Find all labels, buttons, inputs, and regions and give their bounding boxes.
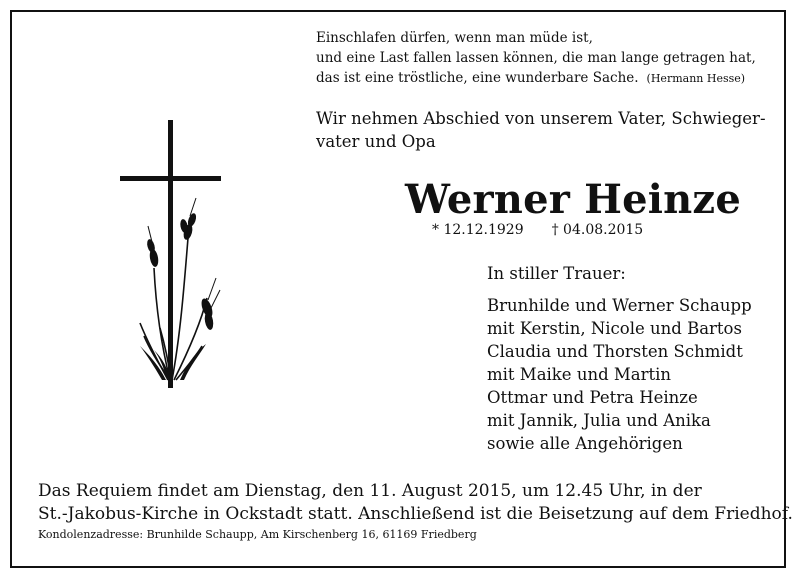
mourner-line: mit Maike und Martin — [487, 365, 672, 384]
death-date: † 04.08.2015 — [551, 222, 644, 238]
life-dates — [432, 222, 643, 238]
mourner-line: Claudia und Thorsten Schmidt — [487, 342, 743, 361]
hesse-quote — [316, 28, 756, 89]
mourner-line: mit Kerstin, Nicole und Bartos — [487, 319, 742, 338]
farewell-intro — [316, 107, 766, 153]
mourner-line: mit Jannik, Julia und Anika — [487, 411, 711, 430]
requiem-notice — [38, 480, 793, 526]
deceased-name: Werner Heinze — [405, 176, 741, 223]
requiem-line: Das Requiem findet am Dienstag, den 11. August 2015, um 12.45 Uhr, in der — [38, 481, 702, 501]
mourner-line: sowie alle Angehörigen — [487, 434, 683, 453]
birth-date: * 12.12.1929 — [432, 222, 524, 238]
quote-line: Einschlafen dürfen, wenn man müde ist, — [316, 30, 593, 46]
quote-line — [316, 68, 756, 89]
mourners-block — [487, 262, 752, 455]
quote-line: und eine Last fallen lassen können, die man lange getragen hat, — [316, 50, 756, 66]
mourner-line: Brunhilde und Werner Schaupp — [487, 296, 752, 315]
mourner-line: Ottmar und Petra Heinze — [487, 388, 698, 407]
quote-author: (Hermann Hesse) — [646, 72, 746, 85]
requiem-line: St.-Jakobus-Kirche in Ockstadt statt. Anschließend ist die Beisetzung auf dem Friedhof. — [38, 504, 793, 524]
condolence-address: Kondolenzadresse: Brunhilde Schaupp, Am Kirschenberg 16, 61169 Friedberg — [38, 528, 477, 541]
mourners-title: In stiller Trauer: — [487, 264, 626, 283]
intro-line: vater und Opa — [316, 132, 436, 151]
intro-line: Wir nehmen Abschied von unserem Vater, Schwieger- — [316, 109, 766, 128]
quote-line-text: das ist eine tröstliche, eine wunderbare Sache. — [316, 70, 639, 86]
cross-with-wheat-icon — [110, 118, 230, 398]
